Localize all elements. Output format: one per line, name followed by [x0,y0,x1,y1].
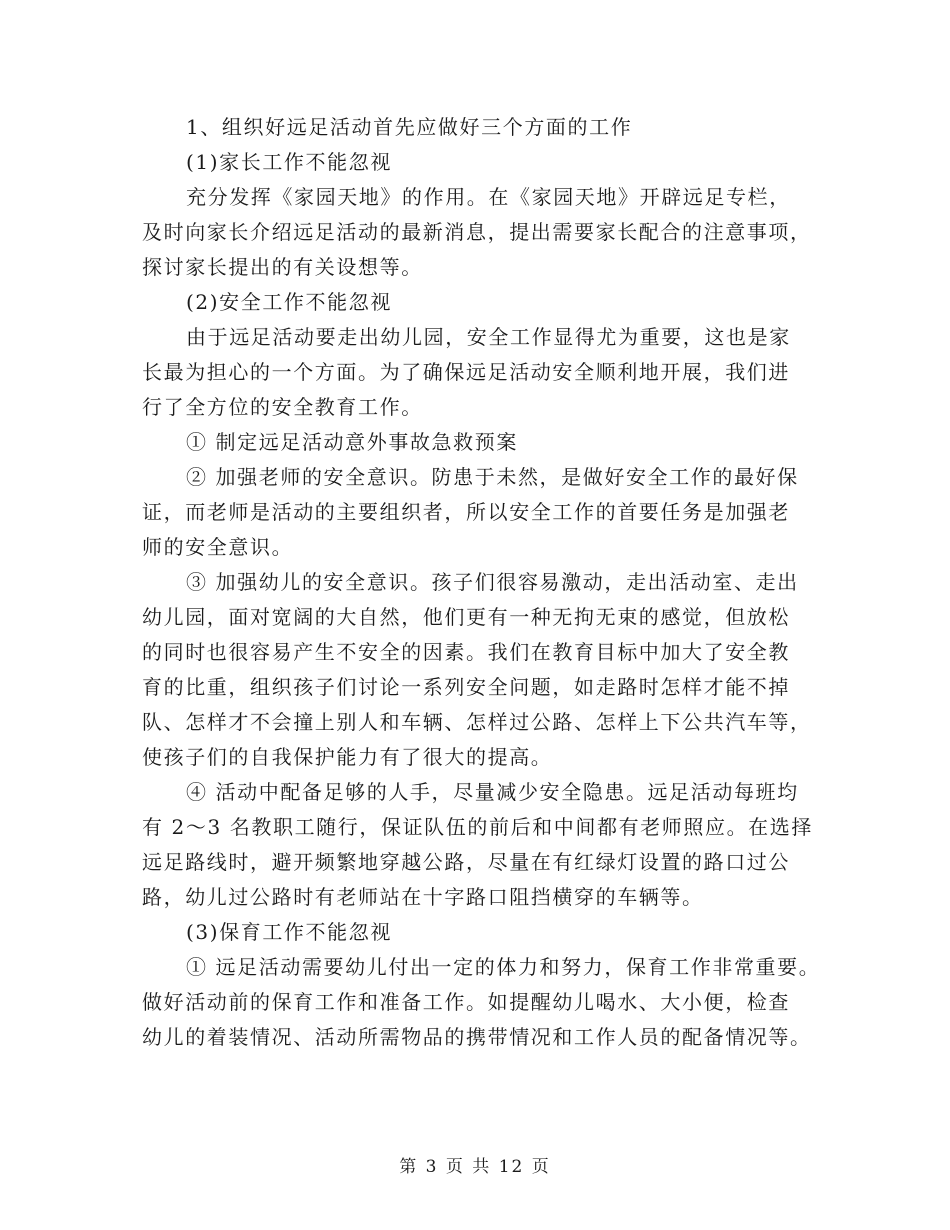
text-line: 充分发挥《家园天地》的作用。在《家园天地》开辟远足专栏， [186,185,791,209]
text-line: ① 制定远足活动意外事故急救预案 [186,430,518,454]
text-line: 的同时也很容易产生不安全的因素。我们在教育目标中加大了安全教 [142,640,790,664]
text-line: 队、怎样才不会撞上别人和车辆、怎样过公路、怎样上下公共汽车等， [142,710,812,734]
text-line: ④ 活动中配备足够的人手，尽量减少安全隐患。远足活动每班均 [186,780,799,804]
text-line: ① 远足活动需要幼儿付出一定的体力和努力，保育工作非常重要。 [186,955,821,979]
text-line: 远足路线时，避开频繁地穿越公路，尽量在有红绿灯设置的路口过公 [142,850,790,874]
text-line: 做好活动前的保育工作和准备工作。如提醒幼儿喝水、大小便，检查 [142,990,790,1014]
text-line: 探讨家长提出的有关设想等。 [142,255,423,279]
text-line: 育的比重，组织孩子们讨论一系列安全问题，如走路时怎样才能不掉 [142,675,790,699]
document-body [142,110,821,1055]
page-number-label: 第 3 页 共 12 页 [399,1157,551,1177]
text-line: ③ 加强幼儿的安全意识。孩子们很容易激动，走出活动室、走出 [186,570,799,594]
text-line: 1、组织好远足活动首先应做好三个方面的工作 [186,115,633,139]
text-line: 由于远足活动要走出幼儿园，安全工作显得尤为重要，这也是家 [186,325,791,349]
text-line: 证，而老师是活动的主要组织者，所以安全工作的首要任务是加强老 [142,500,790,524]
text-line: 及时向家长介绍远足活动的最新消息，提出需要家长配合的注意事项， [142,220,812,244]
text-line: (1)家长工作不能忽视 [186,150,392,174]
text-line: (3)保育工作不能忽视 [186,920,392,944]
text-line: 使孩子们的自我保护能力有了很大的提高。 [142,745,553,769]
text-line: 幼儿的着装情况、活动所需物品的携带情况和工作人员的配备情况等。 [142,1025,812,1049]
text-line: 有 2～3 名教职工随行，保证队伍的前后和中间都有老师照应。在选择 [142,815,813,839]
text-line: ② 加强老师的安全意识。防患于未然，是做好安全工作的最好保 [186,465,799,489]
page-footer [0,1152,950,1177]
text-line: 长最为担心的一个方面。为了确保远足活动安全顺利地开展，我们进 [142,360,790,384]
text-line: 路，幼儿过公路时有老师站在十字路口阻挡横穿的车辆等。 [142,885,704,909]
text-line: 行了全方位的安全教育工作。 [142,395,423,419]
text-line: 幼儿园，面对宽阔的大自然，他们更有一种无拘无束的感觉，但放松 [142,605,790,629]
text-line: (2)安全工作不能忽视 [186,290,392,314]
text-line: 师的安全意识。 [142,535,294,559]
